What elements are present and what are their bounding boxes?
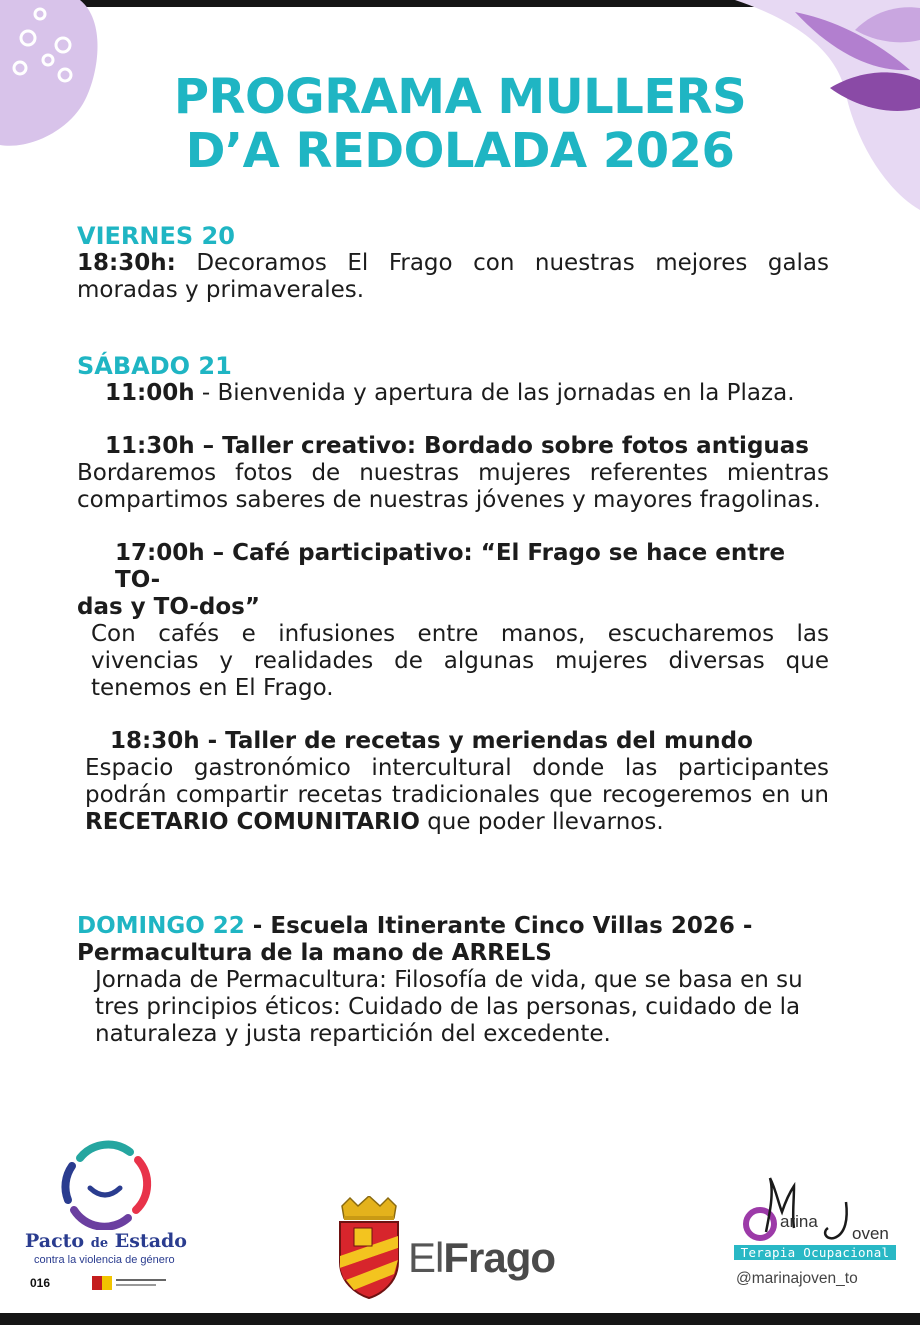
event-description: Decoramos El Frago con nuestras mejores galas moradas y primaverales. [77, 250, 830, 303]
phone-016: 016 [30, 1276, 51, 1290]
government-logo-icon [92, 1276, 172, 1290]
day-heading-friday: VIERNES 20 [77, 222, 235, 250]
event-title-continued: das y TO-dos” [77, 594, 260, 620]
event-title-continued: Permacultura de la mano de ARRELS [77, 940, 552, 966]
event-description [77, 755, 829, 836]
title-line-1: PROGRAMA MULLERS [173, 69, 747, 125]
event-saturday-1 [77, 380, 829, 407]
bottom-border [0, 1313, 920, 1325]
title-line-2: D’A REDOLADA 2026 [185, 123, 735, 179]
recetario-highlight: RECETARIO COMUNITARIO [85, 809, 420, 835]
event-title: - Escuela Itinerante Cinco Villas 2026 - [244, 913, 753, 939]
event-friday [77, 250, 829, 304]
el-frago-wordmark: ElFrago [408, 1234, 556, 1281]
event-description: Jornada de Permacultura: Filosofía de vida, que se basa en su tres principios éticos: Cuidado de las personas, cuidado de la naturaleza y justa repartición del excedente. [95, 967, 803, 1047]
pacto-title: Pacto de Estado [25, 1230, 187, 1252]
event-sunday-title [77, 912, 829, 940]
marina-joven-logo [730, 1172, 905, 1302]
event-time: 18:30h: [77, 250, 176, 276]
day-heading-sunday: DOMINGO 22 [77, 913, 245, 939]
day-heading-saturday: SÁBADO 21 [77, 352, 232, 380]
event-description-part: que poder llevarnos. [427, 809, 664, 835]
joven-word: oven [852, 1224, 889, 1243]
marina-word: arina [780, 1212, 818, 1231]
event-title: 18:30h - Taller de recetas y meriendas del mundo [110, 728, 753, 754]
smile-ring-icon [50, 1140, 160, 1230]
event-description: - Bienvenida y apertura de las jornadas en la Plaza. [201, 380, 795, 406]
page-title [0, 70, 920, 178]
social-handle: @marinajoven_to [736, 1270, 858, 1287]
terapia-ocupacional-banner: Terapia Ocupacional [734, 1245, 896, 1260]
pacto-de-estado-logo [22, 1140, 192, 1300]
event-time: 11:00h [105, 380, 195, 406]
event-description-part: Espacio gastronómico intercultural donde las participantes podrán compartir recetas tradicionales que recogeremos en un [85, 755, 829, 808]
program-content [77, 222, 829, 1048]
event-description: Bordaremos fotos de nuestras mujeres referentes mientras compartimos saberes de nuestras jóvenes y mayores fragolinas. [77, 460, 829, 513]
coat-of-arms-icon [332, 1196, 406, 1300]
el-frago-logo [330, 1196, 570, 1306]
pacto-subtitle: contra la violencia de género [34, 1254, 175, 1266]
event-description: Con cafés e infusiones entre manos, escucharemos las vivencias y realidades de algunas mujeres diversas que tenemos en El Frago. [91, 621, 829, 701]
event-title: 17:00h – Café participativo: “El Frago se hace entre TO- [115, 540, 786, 593]
event-title: 11:30h – Taller creativo: Bordado sobre fotos antiguas [105, 433, 809, 459]
